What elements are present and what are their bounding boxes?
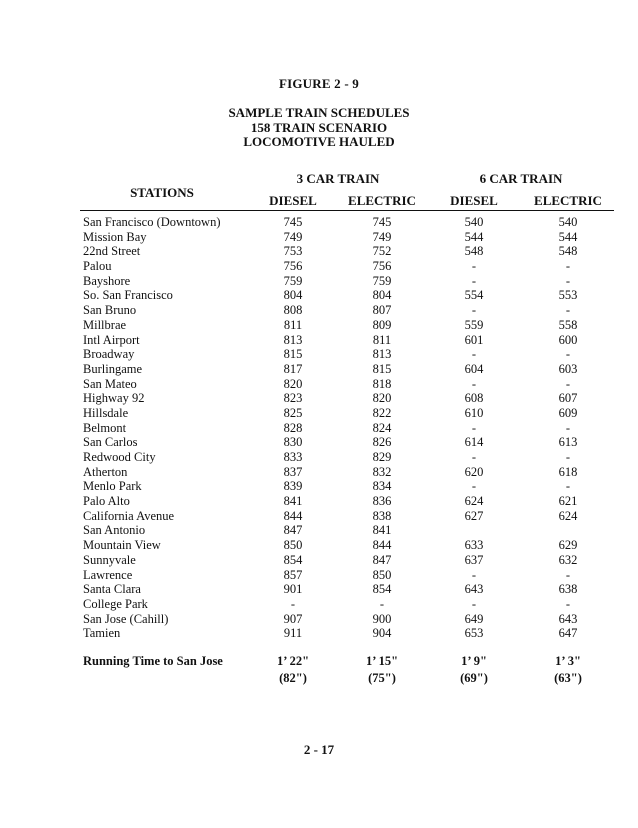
table-row (0, 303, 638, 318)
table-row (0, 553, 638, 568)
schedule-time: - (565, 567, 571, 582)
table-row (0, 259, 638, 274)
running-minutes-value: (82") (279, 671, 307, 685)
station-name: Hillsdale (83, 405, 129, 420)
heading-line: 158 TRAIN SCENARIO (250, 119, 388, 135)
schedule-time: - (565, 303, 571, 318)
schedule-time: 911 (283, 626, 303, 641)
schedule-time: 604 (464, 361, 484, 376)
station-name: Broadway (83, 347, 135, 362)
schedule-time: 614 (464, 435, 484, 450)
table-row (0, 274, 638, 289)
schedule-time: 838 (372, 508, 392, 523)
station-name: San Carlos (83, 435, 138, 450)
schedule-time: 620 (464, 464, 484, 479)
page-number: 2 - 17 (303, 742, 335, 757)
schedule-time: 808 (283, 303, 303, 318)
schedule-time: 813 (372, 347, 392, 362)
table-row (0, 377, 638, 392)
station-name: San Antonio (83, 523, 146, 538)
sub-header-diesel-3: DIESEL (269, 193, 317, 208)
heading-line: LOCOMOTIVE HAULED (243, 134, 395, 149)
schedule-time: 822 (372, 405, 392, 420)
schedule-time: 752 (372, 244, 392, 259)
schedule-time: 548 (558, 244, 578, 259)
table-row (0, 612, 638, 627)
table-row (0, 333, 638, 348)
schedule-time: 649 (464, 611, 484, 626)
schedule-time: 627 (464, 508, 484, 523)
station-name: San Mateo (83, 376, 137, 391)
schedule-time: 817 (283, 361, 303, 376)
table-row (0, 494, 638, 509)
station-name: Millbrae (83, 317, 127, 332)
station-name: Bayshore (83, 273, 131, 288)
schedule-time: - (471, 273, 477, 288)
schedule-time: 829 (372, 450, 392, 464)
schedule-time: 749 (372, 229, 392, 244)
table-row (0, 362, 638, 377)
station-name: Redwood City (83, 450, 156, 464)
schedule-time: - (471, 376, 477, 391)
schedule-time: - (565, 259, 571, 274)
schedule-time: - (565, 347, 571, 362)
table-row (0, 509, 638, 524)
running-minutes-value: (75") (368, 671, 396, 685)
schedule-time: - (379, 596, 385, 611)
running-time-value: 1’ 22" (276, 654, 310, 668)
station-name: Mission Bay (83, 229, 147, 244)
schedule-time: 847 (372, 552, 392, 567)
schedule-time: 745 (372, 215, 392, 229)
schedule-time: - (471, 596, 477, 611)
station-name: Belmont (83, 420, 127, 435)
schedule-time: 811 (372, 332, 392, 347)
station-name: Atherton (83, 464, 128, 479)
schedule-time: 815 (372, 361, 392, 376)
schedule-time: 647 (558, 626, 578, 641)
schedule-time: 850 (283, 538, 303, 553)
schedule-time: 804 (372, 288, 392, 303)
schedule-time: 607 (558, 391, 578, 406)
table-row (0, 318, 638, 333)
schedule-time: 632 (558, 552, 578, 567)
schedule-time: 753 (283, 244, 303, 259)
running-time-value: 1’ 3" (555, 654, 581, 668)
station-name: Menlo Park (83, 479, 142, 494)
table-row (0, 406, 638, 421)
station-name: Tamien (83, 626, 121, 641)
schedule-time: 811 (283, 317, 303, 332)
station-name: San Francisco (Downtown) (83, 215, 221, 229)
header-rule (80, 210, 614, 211)
schedule-time: 540 (464, 215, 484, 229)
schedule-time: 825 (283, 405, 303, 420)
schedule-time: 756 (372, 259, 392, 274)
schedule-time: 745 (283, 215, 303, 229)
schedule-time: 559 (464, 317, 484, 332)
schedule-time: 558 (558, 317, 578, 332)
schedule-time: 854 (372, 582, 392, 597)
schedule-time: - (471, 450, 477, 464)
running-time-block (0, 654, 638, 688)
table-row (0, 597, 638, 612)
schedule-time: - (471, 479, 477, 494)
table-row (0, 230, 638, 245)
schedule-time: 638 (558, 582, 578, 597)
schedule-time: 749 (283, 229, 303, 244)
schedule-time: 554 (464, 288, 484, 303)
figure-title: FIGURE 2 - 9 (278, 76, 360, 91)
schedule-time: 833 (283, 450, 303, 464)
table-row (0, 568, 638, 583)
schedule-time: 544 (558, 229, 578, 244)
schedule-time: 544 (464, 229, 484, 244)
station-name: So. San Francisco (83, 288, 173, 303)
schedule-time: 815 (283, 347, 303, 362)
schedule-time: 540 (558, 215, 578, 229)
station-name: College Park (83, 596, 148, 611)
schedule-time: 841 (372, 523, 392, 538)
schedule-time: 621 (558, 494, 578, 509)
schedule-time: 759 (372, 273, 392, 288)
schedule-time: 844 (372, 538, 392, 553)
table-row (0, 288, 638, 303)
station-name: Palou (83, 259, 112, 274)
station-name: San Jose (Cahill) (83, 611, 169, 626)
schedule-time: 850 (372, 567, 392, 582)
schedule-time: 813 (283, 332, 303, 347)
schedule-time: 900 (372, 611, 392, 626)
table-row (0, 347, 638, 362)
schedule-time: 809 (372, 317, 392, 332)
schedule-time: - (471, 567, 477, 582)
station-name: Burlingame (83, 361, 143, 376)
schedule-time: 548 (464, 244, 484, 259)
schedule-time: 643 (464, 582, 484, 597)
schedule-time: - (471, 347, 477, 362)
schedule-time: - (471, 303, 477, 318)
running-time-label: Running Time to San Jose (83, 654, 223, 668)
schedule-time: 601 (464, 332, 484, 347)
schedule-time: 904 (372, 626, 392, 641)
schedule-time: 857 (283, 567, 303, 582)
schedule-time: 643 (558, 611, 578, 626)
schedule-time: 824 (372, 420, 392, 435)
schedule-time: 828 (283, 420, 303, 435)
schedule-time: - (565, 420, 571, 435)
schedule-time: 823 (283, 391, 303, 406)
schedule-time: 759 (283, 273, 303, 288)
schedule-time: 608 (464, 391, 484, 406)
schedule-time: 841 (283, 494, 303, 509)
running-minutes-value: (63") (554, 671, 582, 685)
station-name: 22nd Street (83, 244, 141, 259)
group-header-3-car: 3 CAR TRAIN (296, 171, 380, 186)
schedule-time: - (565, 479, 571, 494)
schedule-time: 832 (372, 464, 392, 479)
schedule-time: 844 (283, 508, 303, 523)
table-row (0, 450, 638, 465)
schedule-time: 826 (372, 435, 392, 450)
schedule-time: - (565, 450, 571, 464)
table-row (0, 465, 638, 480)
running-time-value: 1’ 15" (365, 654, 399, 668)
schedule-time: 837 (283, 464, 303, 479)
table-row (0, 421, 638, 436)
station-name: Sunnyvale (83, 552, 136, 567)
schedule-time: 804 (283, 288, 303, 303)
station-name: Highway 92 (83, 391, 145, 406)
schedule-time: 854 (283, 552, 303, 567)
schedule-time: 901 (283, 582, 303, 597)
station-name: Mountain View (83, 538, 161, 553)
schedule-time: 603 (558, 361, 578, 376)
schedule-heading (0, 106, 638, 150)
schedule-time: 820 (283, 376, 303, 391)
schedule-time: - (471, 420, 477, 435)
schedule-time: 847 (283, 523, 303, 538)
running-time-row (0, 654, 638, 671)
table-row (0, 244, 638, 259)
station-name: California Avenue (83, 508, 175, 523)
schedule-time: 830 (283, 435, 303, 450)
schedule-time: 839 (283, 479, 303, 494)
schedule-time: 836 (372, 494, 392, 509)
schedule-time: 907 (283, 611, 303, 626)
table-row (0, 538, 638, 553)
schedule-time: 756 (283, 259, 303, 274)
schedule-time: 624 (558, 508, 578, 523)
table-row (0, 391, 638, 406)
running-minutes-value: (69") (460, 671, 488, 685)
schedule-time: - (565, 376, 571, 391)
schedule-time: 653 (464, 626, 484, 641)
schedule-time: 633 (464, 538, 484, 553)
schedule-time: 818 (372, 376, 392, 391)
schedule-time: 613 (558, 435, 578, 450)
station-name: Intl Airport (83, 332, 140, 347)
sub-header-diesel-6: DIESEL (450, 193, 498, 208)
schedule-table-body (0, 215, 638, 641)
schedule-time: - (290, 596, 296, 611)
station-name: Santa Clara (83, 582, 141, 597)
schedule-time: 629 (558, 538, 578, 553)
table-row (0, 523, 638, 538)
running-time-value: 1’ 9" (461, 654, 487, 668)
schedule-time: 610 (464, 405, 484, 420)
schedule-time: 807 (372, 303, 392, 318)
sub-header-electric-6: ELECTRIC (534, 193, 602, 208)
table-row (0, 582, 638, 597)
table-row (0, 479, 638, 494)
station-name: Palo Alto (83, 494, 130, 509)
schedule-time: - (471, 259, 477, 274)
table-row (0, 435, 638, 450)
group-header-6-car: 6 CAR TRAIN (479, 171, 563, 186)
schedule-time: 609 (558, 405, 578, 420)
table-row (0, 626, 638, 641)
schedule-time: 820 (372, 391, 392, 406)
running-minutes-row (0, 671, 638, 688)
heading-line: SAMPLE TRAIN SCHEDULES (228, 105, 410, 120)
schedule-time: 834 (372, 479, 392, 494)
schedule-time: - (565, 596, 571, 611)
station-name: San Bruno (83, 303, 137, 318)
schedule-time: 600 (558, 332, 578, 347)
sub-header-electric-3: ELECTRIC (348, 193, 416, 208)
schedule-time: 637 (464, 552, 484, 567)
schedule-time: - (565, 273, 571, 288)
table-row (0, 215, 638, 230)
schedule-time: 624 (464, 494, 484, 509)
stations-header: STATIONS (130, 185, 194, 200)
schedule-time: 618 (558, 464, 578, 479)
schedule-time: 553 (558, 288, 578, 303)
station-name: Lawrence (83, 567, 133, 582)
